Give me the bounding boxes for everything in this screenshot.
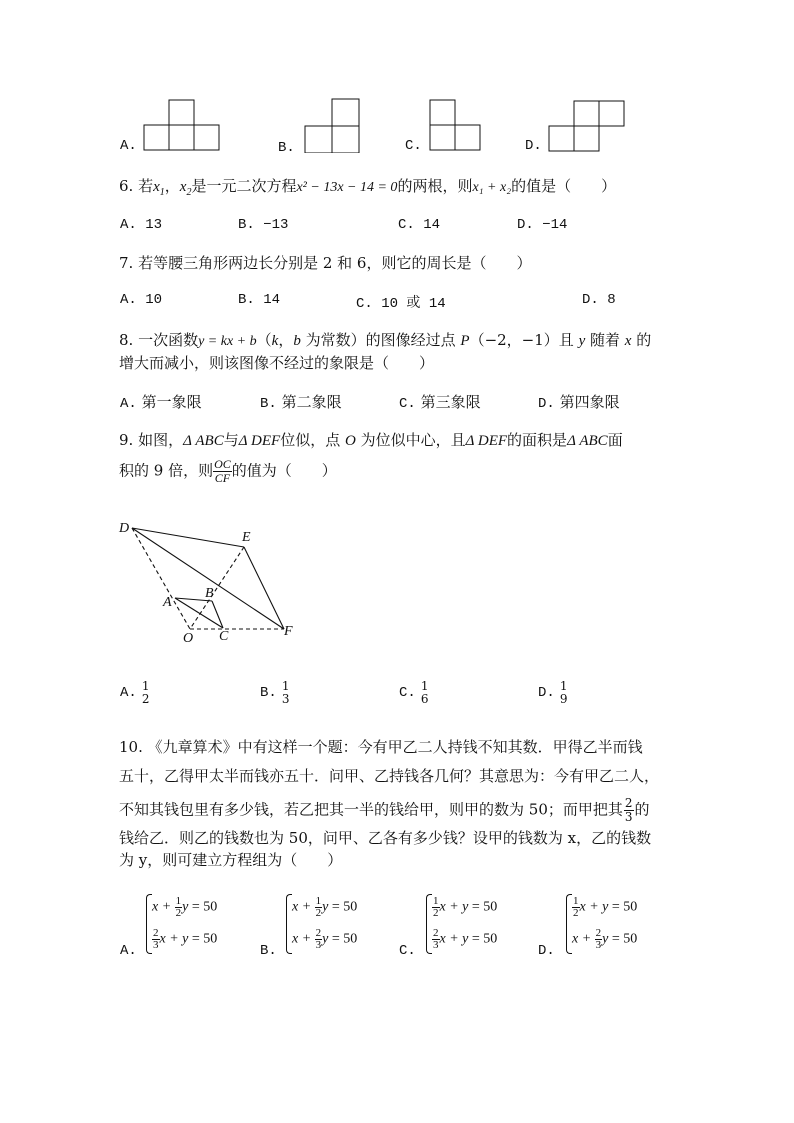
q8-function: y = kx + b: [198, 334, 257, 349]
q9-option-b: B. 1 3: [260, 679, 290, 706]
q8-option-a: A. 第一象限: [120, 393, 202, 412]
q8-option-b: B. 第二象限: [260, 393, 342, 412]
q10-option-d-label: D.: [538, 943, 555, 959]
q9-label-B: B: [205, 586, 214, 601]
q9-ratio: $\frac{OC}{CF}$: [214, 457, 231, 485]
q5-option-a-label: A.: [120, 138, 137, 154]
q8-stem-line1: 8. 一次函数y = kx + b（k，b 为常数）的图像经过点 P（−2，−1）且 y 随着 x 的: [119, 331, 652, 349]
q8-option-d: D. 第四象限: [538, 393, 620, 412]
q10-option-c-label: C.: [399, 943, 416, 959]
q8-option-c: C. 第三象限: [399, 393, 481, 412]
q7-option-c: C. 10 或 14: [356, 296, 446, 312]
q10-option-b-system: x + $\frac{1}{2}$ y = 50 x + $\frac{2}{3}$ y = 50: [286, 894, 386, 956]
q6-option-c: C. 14: [398, 217, 441, 233]
q10-option-c-system: $\frac{1}{2}$ x + y = 50 $\frac{2}{3}$ x + y = 50: [426, 894, 526, 956]
q7-option-d: D. 8: [582, 292, 616, 308]
q10-option-b-label: B.: [260, 943, 277, 959]
q10-line2: 五十，乙得甲太半而钱亦五十．问甲、乙持钱各几何？其意思为：今有甲乙二人，: [119, 767, 660, 785]
q9-figure: [112, 518, 312, 648]
q10-option-d-system: $\frac{1}{2}$ x + y = 50 x + $\frac{2}{3}$ y = 50: [566, 894, 666, 956]
q9-stem-line2: 积的 9 倍，则 $\frac{OC}{CF}$ 的值为（ ）: [119, 457, 337, 485]
q7-option-a: A. 10: [120, 292, 163, 308]
q9-label-O: O: [183, 631, 194, 646]
q9-label-A: A: [163, 595, 172, 610]
q9-option-a: A. 1 2: [120, 679, 150, 706]
q6-option-a: A. 13: [120, 217, 163, 233]
q9-label-D: D: [119, 521, 130, 536]
q8-stem-line2: 增大而减小，则该图像不经过的象限是（ ）: [119, 354, 435, 372]
q5-option-a-figure: [143, 98, 223, 153]
q7-option-b: B. 14: [238, 292, 281, 308]
q9-stem-line1: 9. 如图，Δ ABC与Δ DEF位似，点 O 为位似中心，且Δ DEF的面积是Δ ABC面: [119, 431, 623, 449]
q6-option-d: D. −14: [517, 217, 568, 233]
q9-option-c: C. 1 6: [399, 679, 429, 706]
q5-option-b-label: B.: [278, 140, 295, 156]
q6-sum: x₁ + x₂: [472, 180, 512, 195]
q6-stem: 6. 若$x_1$，$x_2$是一元二次方程x² − 13x − 14 = 0的两根，则x₁ + x₂的值是（ ）: [119, 177, 617, 198]
q10-line4: 钱给乙．则乙的钱数也为 50，问甲、乙各有多少钱？设甲的钱数为 x，乙的钱数: [119, 829, 652, 847]
q5-option-c-label: C.: [405, 138, 422, 154]
q10-option-a-system: x + $\frac{1}{2}$ y = 50 $\frac{2}{3}$ x + y = 50: [146, 894, 246, 956]
q10-line1: 10. 《九章算术》中有这样一个题：今有甲乙二人持钱不知其数．甲得乙半而钱: [119, 738, 643, 756]
q7-stem: 7. 若等腰三角形两边长分别是 2 和 6，则它的周长是（ ）: [119, 254, 532, 272]
q5-option-c-figure: [429, 99, 484, 154]
q9-label-E: E: [242, 530, 251, 545]
q5-option-d-label: D.: [525, 138, 542, 154]
q9-label-F: F: [284, 624, 293, 639]
q9-option-d: D. 1 9: [538, 679, 568, 706]
q10-line5: 为 y，则可建立方程组为（ ）: [119, 851, 343, 869]
q6-equation: x² − 13x − 14 = 0: [296, 180, 398, 195]
q5-option-b-figure: [303, 98, 363, 153]
q6-option-b: B. −13: [238, 217, 289, 233]
q10-option-a-label: A.: [120, 943, 137, 959]
q5-option-d-figure: [548, 99, 628, 154]
q10-line3: 不知其钱包里有多少钱，若乙把其一半的钱给甲，则甲的数为 50；而甲把其 $\frac{2}{3}$ 的: [119, 796, 650, 824]
q9-label-C: C: [219, 629, 229, 644]
